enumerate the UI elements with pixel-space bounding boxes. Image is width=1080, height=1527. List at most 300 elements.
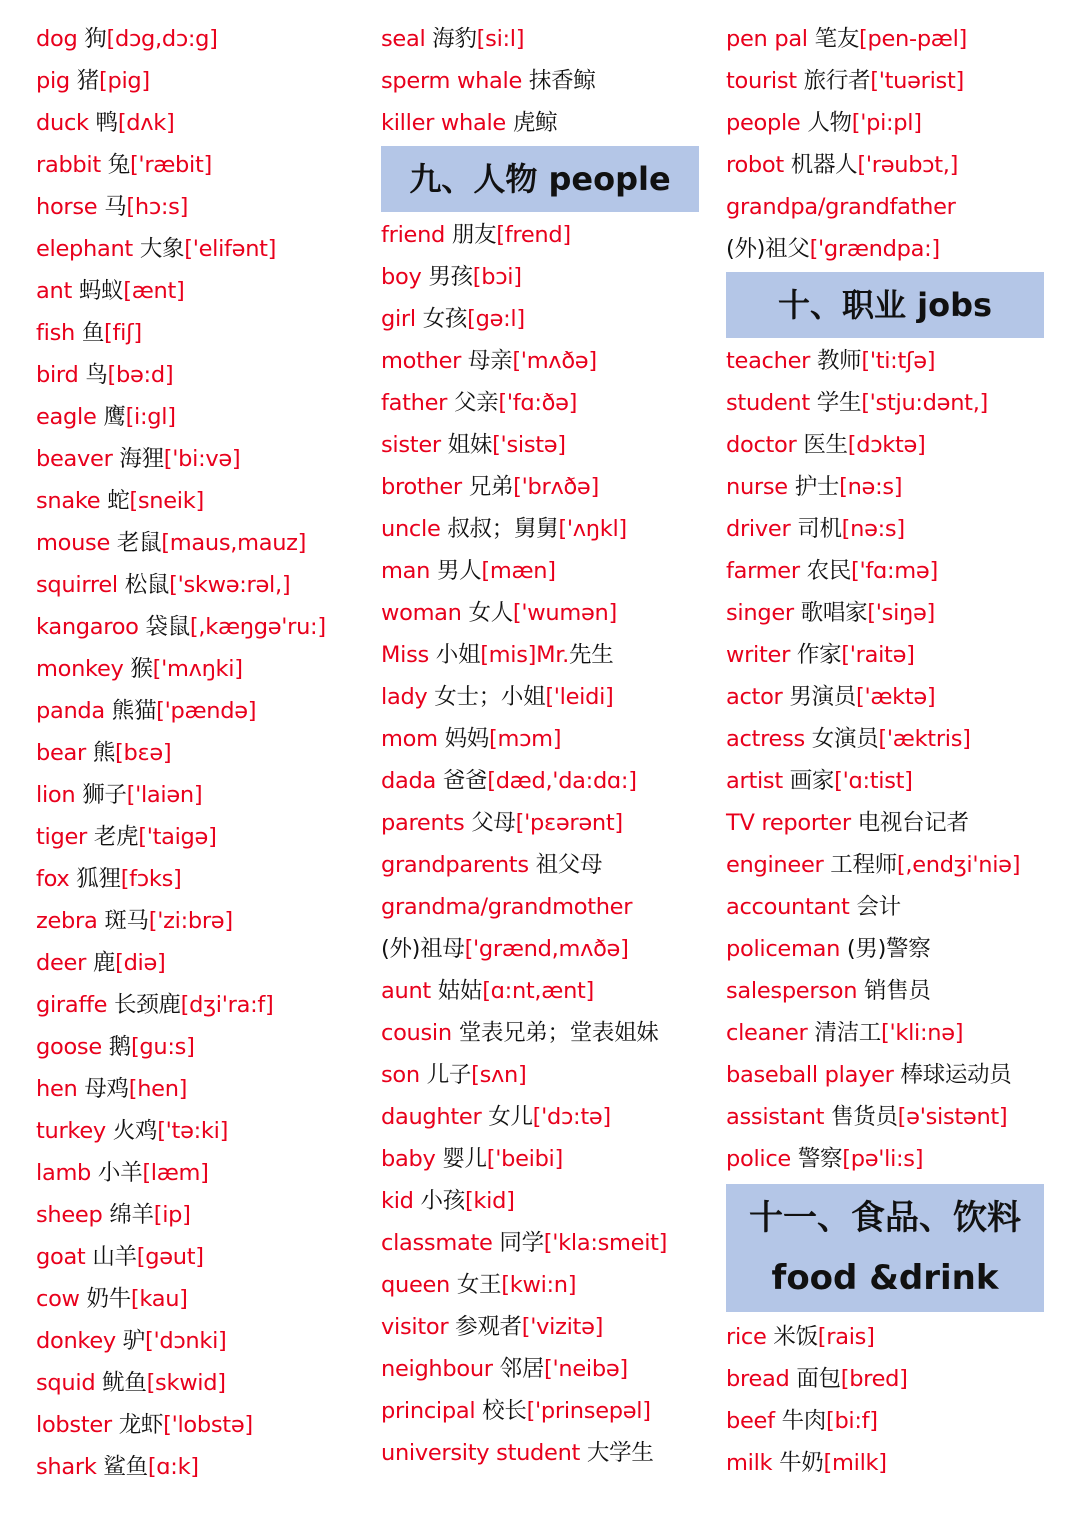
phonetic: ['mʌŋki]: [152, 656, 243, 682]
english-word: squid: [36, 1370, 96, 1396]
vocab-entry: [36, 774, 366, 816]
chinese-meaning: 狮子: [82, 782, 127, 808]
people-list: [381, 214, 711, 1474]
vocab-entry: [726, 1316, 1056, 1358]
chinese-meaning: 女王: [456, 1272, 502, 1298]
vocab-entry: [381, 718, 711, 760]
vocab-entry: [726, 1138, 1056, 1180]
chinese-meaning: 女人: [468, 600, 513, 626]
english-word: panda: [36, 698, 105, 724]
vocab-entry: [36, 438, 366, 480]
english-word: teacher: [726, 348, 811, 374]
chinese-meaning: 老鼠: [116, 530, 162, 556]
phonetic: ['elifənt]: [184, 236, 277, 262]
chinese-meaning: 女孩: [422, 306, 468, 332]
english-word: kangaroo: [36, 614, 139, 640]
chinese-meaning: 父母: [471, 810, 516, 836]
phonetic: [maus,mauz]: [161, 530, 307, 556]
chinese-meaning: (外)祖父: [726, 236, 810, 262]
chinese-meaning: 海狸: [119, 446, 164, 472]
chinese-meaning: 老虎: [93, 824, 139, 850]
vocab-entry: [726, 228, 1056, 270]
column-left: [36, 18, 366, 1488]
vocab-entry: [381, 634, 711, 676]
english-word: eagle: [36, 404, 97, 430]
phonetic: [ip]: [153, 1202, 191, 1228]
english-word: grandma/grandmother: [381, 894, 633, 920]
chinese-meaning: 大学生: [586, 1440, 654, 1466]
chinese-meaning: 歌唱家: [800, 600, 868, 626]
english-word: driver: [726, 516, 791, 542]
phonetic: [bɔi]: [472, 264, 522, 290]
vocab-entry: [381, 928, 711, 970]
vocab-entry: [36, 228, 366, 270]
phonetic: [ɑ:nt,ænt]: [482, 978, 595, 1004]
vocab-entry: [36, 1278, 366, 1320]
chinese-meaning: 姑姑: [437, 978, 483, 1004]
english-word: shark: [36, 1454, 97, 1480]
phonetic: ['pɛərənt]: [515, 810, 623, 836]
chinese-meaning: 狐狸: [76, 866, 121, 892]
english-word: giraffe: [36, 992, 108, 1018]
english-word: horse: [36, 194, 98, 220]
english-word: zebra: [36, 908, 98, 934]
chinese-meaning: 姐妹: [447, 432, 493, 458]
phonetic: [gə:l]: [467, 306, 525, 332]
phonetic: [,endʒi'niə]: [896, 852, 1021, 878]
english-word: son: [381, 1062, 420, 1088]
phonetic: ['wumən]: [512, 600, 617, 626]
vocab-entry: [36, 312, 366, 354]
phonetic: [hen]: [128, 1076, 188, 1102]
english-word: actor: [726, 684, 783, 710]
phonetic: [mɔm]: [488, 726, 562, 752]
chinese-meaning: 绵羊: [109, 1202, 154, 1228]
jobs-list: [726, 340, 1056, 1180]
phonetic: ['vizitə]: [521, 1314, 604, 1340]
marine-animals-list: [381, 18, 711, 144]
english-word: robot: [726, 152, 784, 178]
english-word: cow: [36, 1286, 80, 1312]
chinese-meaning: 鱼: [81, 320, 105, 346]
english-word: aunt: [381, 978, 431, 1004]
chinese-meaning: 男演员: [789, 684, 856, 710]
english-word: farmer: [726, 558, 800, 584]
phonetic: ['ɑ:tist]: [834, 768, 913, 794]
phonetic: [pen-pæl]: [859, 26, 968, 52]
section-heading-people: 九、人物 people: [381, 146, 699, 212]
section-heading-food: [726, 1184, 1044, 1312]
phonetic: [si:l]: [476, 26, 525, 52]
english-word: duck: [36, 110, 89, 136]
vocab-entry: [36, 396, 366, 438]
vocab-entry: [36, 1362, 366, 1404]
english-word: bread: [726, 1366, 790, 1392]
chinese-meaning: 海豹: [432, 26, 477, 52]
chinese-meaning: 护士: [794, 474, 840, 500]
section-heading-food-line2: food &drink: [771, 1258, 999, 1298]
vocab-entry: [36, 1194, 366, 1236]
phonetic: ['æktə]: [855, 684, 936, 710]
chinese-meaning: 牛肉: [781, 1408, 826, 1434]
english-word: snake: [36, 488, 101, 514]
vocab-entry: [36, 480, 366, 522]
phonetic: [frend]: [496, 222, 571, 248]
vocab-entry: [381, 1306, 711, 1348]
english-word: cousin: [381, 1020, 452, 1046]
vocab-entry: [36, 942, 366, 984]
chinese-meaning: 学生: [816, 390, 862, 416]
phonetic: ['grændpa:]: [809, 236, 940, 262]
vocab-entry: [381, 1180, 711, 1222]
column-middle: [381, 18, 711, 1474]
chinese-meaning: 熊: [92, 740, 116, 766]
column-right: [726, 18, 1056, 1484]
chinese-meaning: 男人: [436, 558, 482, 584]
phonetic: ['beibi]: [486, 1146, 563, 1172]
phonetic: [kwi:n]: [501, 1272, 577, 1298]
chinese-meaning: 电视台记者: [857, 810, 969, 836]
english-word: friend: [381, 222, 446, 248]
phonetic: ['dɔ:tə]: [532, 1104, 611, 1130]
phonetic: [ə'sistənt]: [897, 1104, 1008, 1130]
phonetic: ['zi:brə]: [148, 908, 233, 934]
english-word: baseball player: [726, 1062, 894, 1088]
chinese-meaning: 女演员: [811, 726, 879, 752]
phonetic: ['neibə]: [544, 1356, 628, 1382]
vocab-entry: [726, 634, 1056, 676]
phonetic: [læm]: [142, 1160, 209, 1186]
english-word: girl: [381, 306, 416, 332]
chinese-meaning: 校长: [482, 1398, 527, 1424]
phonetic: ['tuərist]: [870, 68, 964, 94]
vocab-entry: [381, 508, 711, 550]
chinese-meaning: 司机: [797, 516, 842, 542]
vocab-entry: [36, 732, 366, 774]
english-word: nurse: [726, 474, 788, 500]
vocab-entry: [36, 816, 366, 858]
english-word: hen: [36, 1076, 78, 1102]
vocab-entry: [381, 382, 711, 424]
chinese-meaning: 爸爸: [442, 768, 488, 794]
chinese-meaning: (男)警察: [846, 936, 931, 962]
phonetic: [dʌk]: [117, 110, 175, 136]
vocab-entry: [726, 550, 1056, 592]
english-word: parents: [381, 810, 465, 836]
phonetic: [pə'li:s]: [842, 1146, 924, 1172]
english-word: university student: [381, 1440, 581, 1466]
english-word: bear: [36, 740, 86, 766]
chinese-meaning: 袋鼠: [145, 614, 190, 640]
english-word: assistant: [726, 1104, 825, 1130]
vocab-entry: [36, 648, 366, 690]
vocab-entry: [36, 984, 366, 1026]
chinese-meaning: 叔叔；舅舅: [447, 516, 559, 542]
english-word: bird: [36, 362, 79, 388]
vocab-entry: [726, 424, 1056, 466]
phonetic: ['sistə]: [492, 432, 566, 458]
chinese-meaning: 长颈鹿: [114, 992, 181, 1018]
vocab-entry: [726, 718, 1056, 760]
english-word: fish: [36, 320, 75, 346]
vocab-entry: [36, 1110, 366, 1152]
vocab-entry: [36, 900, 366, 942]
phonetic: [diə]: [115, 950, 166, 976]
chinese-meaning: 笔友: [814, 26, 860, 52]
english-word: grandpa/grandfather: [726, 194, 956, 220]
english-word: baby: [381, 1146, 436, 1172]
chinese-meaning: 参观者: [455, 1314, 522, 1340]
english-word: elephant: [36, 236, 133, 262]
vocab-entry: [36, 564, 366, 606]
chinese-meaning: 祖父母: [535, 852, 603, 878]
chinese-meaning: 抹香鲸: [528, 68, 596, 94]
english-word: seal: [381, 26, 426, 52]
phonetic: [bɛə]: [115, 740, 172, 766]
vocab-entry: [726, 802, 1056, 844]
vocab-entry: [381, 1096, 711, 1138]
phonetic: [sʌn]: [471, 1062, 527, 1088]
phonetic: [rais]: [817, 1324, 875, 1350]
chinese-meaning: 斑马: [104, 908, 149, 934]
phonetic: [ænt]: [123, 278, 185, 304]
chinese-meaning: 妈妈: [444, 726, 489, 752]
chinese-meaning: 猪: [76, 68, 99, 94]
phonetic: [kid]: [464, 1188, 515, 1214]
vocab-entry: [381, 1138, 711, 1180]
phonetic: [nə:s]: [839, 474, 903, 500]
english-word: daughter: [381, 1104, 482, 1130]
phonetic: [dʒi'ra:f]: [180, 992, 274, 1018]
people-list-continued: [726, 18, 1056, 270]
english-word: donkey: [36, 1328, 116, 1354]
chinese-meaning: 狗: [84, 26, 107, 52]
english-word: lamb: [36, 1160, 92, 1186]
english-word: goat: [36, 1244, 86, 1270]
vocab-entry: [381, 1264, 711, 1306]
english-word: rabbit: [36, 152, 101, 178]
chinese-meaning: 同学: [499, 1230, 544, 1256]
english-word: uncle: [381, 516, 441, 542]
chinese-meaning: 兔: [107, 152, 130, 178]
chinese-meaning: 作家: [796, 642, 842, 668]
phonetic: ['skwə:rəl,]: [169, 572, 291, 598]
english-word: sheep: [36, 1202, 103, 1228]
section-heading-jobs: 十、职业 jobs: [726, 272, 1044, 338]
vocab-entry: [726, 760, 1056, 802]
vocab-entry: [381, 1390, 711, 1432]
chinese-meaning: 医生: [803, 432, 848, 458]
vocab-entry: [381, 592, 711, 634]
english-word: TV reporter: [726, 810, 851, 836]
vocab-entry: [381, 1348, 711, 1390]
chinese-meaning: 清洁工: [814, 1020, 881, 1046]
vocab-entry: [726, 1442, 1056, 1484]
chinese-meaning: 牛奶: [779, 1450, 824, 1476]
phonetic: ['ti:tʃə]: [861, 348, 936, 374]
phonetic: ['bi:və]: [163, 446, 241, 472]
chinese-meaning: 山羊: [92, 1244, 137, 1270]
english-word: lobster: [36, 1412, 112, 1438]
phonetic: [sneik]: [129, 488, 204, 514]
english-word: accountant: [726, 894, 850, 920]
chinese-meaning: 男孩: [428, 264, 473, 290]
english-word: student: [726, 390, 810, 416]
vocab-entry: [36, 1446, 366, 1488]
english-word: pen pal: [726, 26, 808, 52]
vocab-entry: [381, 1054, 711, 1096]
chinese-meaning: 农民: [806, 558, 852, 584]
english-word: milk: [726, 1450, 773, 1476]
english-word: actress: [726, 726, 805, 752]
chinese-meaning: 堂表兄弟；堂表姐妹: [458, 1020, 659, 1046]
chinese-meaning: 邻居: [499, 1356, 545, 1382]
chinese-meaning: 母亲: [467, 348, 513, 374]
section-heading-food-line1: 十一、食品、饮料: [749, 1198, 1021, 1238]
english-word: lion: [36, 782, 76, 808]
vocab-entry: [726, 144, 1056, 186]
vocab-entry: [381, 550, 711, 592]
phonetic: [gu:s]: [130, 1034, 195, 1060]
phonetic: ['fɑ:mə]: [851, 558, 938, 584]
english-word: grandparents: [381, 852, 529, 878]
english-word: writer: [726, 642, 791, 668]
english-word: artist: [726, 768, 783, 794]
vocab-entry: [726, 1054, 1056, 1096]
chinese-meaning: 售货员: [831, 1104, 898, 1130]
english-word: cleaner: [726, 1020, 808, 1046]
phonetic: [bə:d]: [107, 362, 174, 388]
vocab-entry: [726, 60, 1056, 102]
phonetic: [mæn]: [481, 558, 556, 584]
vocab-entry: [36, 1404, 366, 1446]
english-word: queen: [381, 1272, 450, 1298]
chinese-meaning: 画家: [789, 768, 835, 794]
phonetic: [bred]: [840, 1366, 908, 1392]
chinese-meaning: 火鸡: [112, 1118, 158, 1144]
vocab-entry: [726, 886, 1056, 928]
chinese-meaning: 熊猫: [111, 698, 157, 724]
vocab-entry: [726, 466, 1056, 508]
english-word: policeman: [726, 936, 841, 962]
vocab-entry: [726, 970, 1056, 1012]
vocab-entry: [381, 102, 711, 144]
vocab-entry: [726, 340, 1056, 382]
chinese-meaning: 兄弟: [468, 474, 514, 500]
vocab-entry: [726, 508, 1056, 550]
phonetic: [pig]: [98, 68, 150, 94]
vocab-entry: [381, 340, 711, 382]
phonetic: [fɔks]: [120, 866, 182, 892]
english-word: sister: [381, 432, 441, 458]
english-word: mother: [381, 348, 462, 374]
english-word: boy: [381, 264, 422, 290]
english-word: visitor: [381, 1314, 449, 1340]
phonetic: ['laiən]: [126, 782, 203, 808]
phonetic: [hɔ:s]: [126, 194, 189, 220]
phonetic: [skwid]: [146, 1370, 226, 1396]
english-word: man: [381, 558, 431, 584]
chinese-meaning: 鹅: [108, 1034, 131, 1060]
chinese-meaning: 鲨鱼: [103, 1454, 148, 1480]
vocab-entry: [381, 676, 711, 718]
chinese-meaning: 小羊: [97, 1160, 143, 1186]
chinese-meaning: 销售员: [864, 978, 931, 1004]
english-word: squirrel: [36, 572, 118, 598]
english-word: classmate: [381, 1230, 493, 1256]
phonetic: ['taigə]: [138, 824, 217, 850]
chinese-meaning: 鱿鱼: [102, 1370, 147, 1396]
english-word: police: [726, 1146, 791, 1172]
chinese-meaning: 母鸡: [84, 1076, 129, 1102]
english-word: beef: [726, 1408, 775, 1434]
phonetic: ['kli:nə]: [880, 1020, 964, 1046]
english-word: fox: [36, 866, 70, 892]
vocab-entry: [381, 886, 711, 928]
phonetic: [gəut]: [136, 1244, 204, 1270]
english-word: beaver: [36, 446, 113, 472]
chinese-meaning: 松鼠: [124, 572, 170, 598]
english-word: mom: [381, 726, 438, 752]
phonetic: [fiʃ]: [104, 320, 142, 346]
vocab-entry: [381, 802, 711, 844]
phonetic: ['stju:dənt,]: [861, 390, 989, 416]
phonetic: ['mʌðə]: [512, 348, 597, 374]
vocab-entry: [36, 690, 366, 732]
phonetic: ['fɑ:ðə]: [498, 390, 578, 416]
vocab-entry: [726, 1358, 1056, 1400]
vocab-entry: [36, 1236, 366, 1278]
vocab-entry: [381, 256, 711, 298]
vocab-entry: [36, 522, 366, 564]
english-word: salesperson: [726, 978, 858, 1004]
vocab-entry: [726, 844, 1056, 886]
chinese-meaning: 朋友: [451, 222, 497, 248]
vocab-entry: [726, 18, 1056, 60]
chinese-meaning: 蚂蚁: [78, 278, 124, 304]
vocab-entry: [36, 1068, 366, 1110]
vocab-entry: [36, 354, 366, 396]
vocab-entry: [36, 606, 366, 648]
chinese-meaning: 马: [104, 194, 127, 220]
chinese-meaning: 面包: [796, 1366, 841, 1392]
phonetic: ['ʌŋkl]: [558, 516, 627, 542]
chinese-meaning: 虎鲸: [512, 110, 558, 136]
english-word: neighbour: [381, 1356, 493, 1382]
english-word: killer whale: [381, 110, 506, 136]
chinese-meaning: 鸟: [85, 362, 108, 388]
phonetic: ['pændə]: [156, 698, 257, 724]
english-word: principal: [381, 1398, 476, 1424]
english-word: sperm whale: [381, 68, 523, 94]
chinese-meaning: 蛇: [107, 488, 130, 514]
vocab-entry: [36, 858, 366, 900]
vocab-entry: [381, 760, 711, 802]
vocab-entry: [381, 60, 711, 102]
english-word: goose: [36, 1034, 102, 1060]
english-word: pig: [36, 68, 70, 94]
vocab-entry: [381, 466, 711, 508]
english-word: Miss: [381, 642, 429, 668]
phonetic: ['tə:ki]: [157, 1118, 229, 1144]
english-word: woman: [381, 600, 462, 626]
vocab-entry: [726, 382, 1056, 424]
chinese-meaning: 工程师: [830, 852, 897, 878]
vocab-entry: [381, 1222, 711, 1264]
english-word: deer: [36, 950, 87, 976]
phonetic: [bi:f]: [825, 1408, 878, 1434]
english-word: dada: [381, 768, 436, 794]
